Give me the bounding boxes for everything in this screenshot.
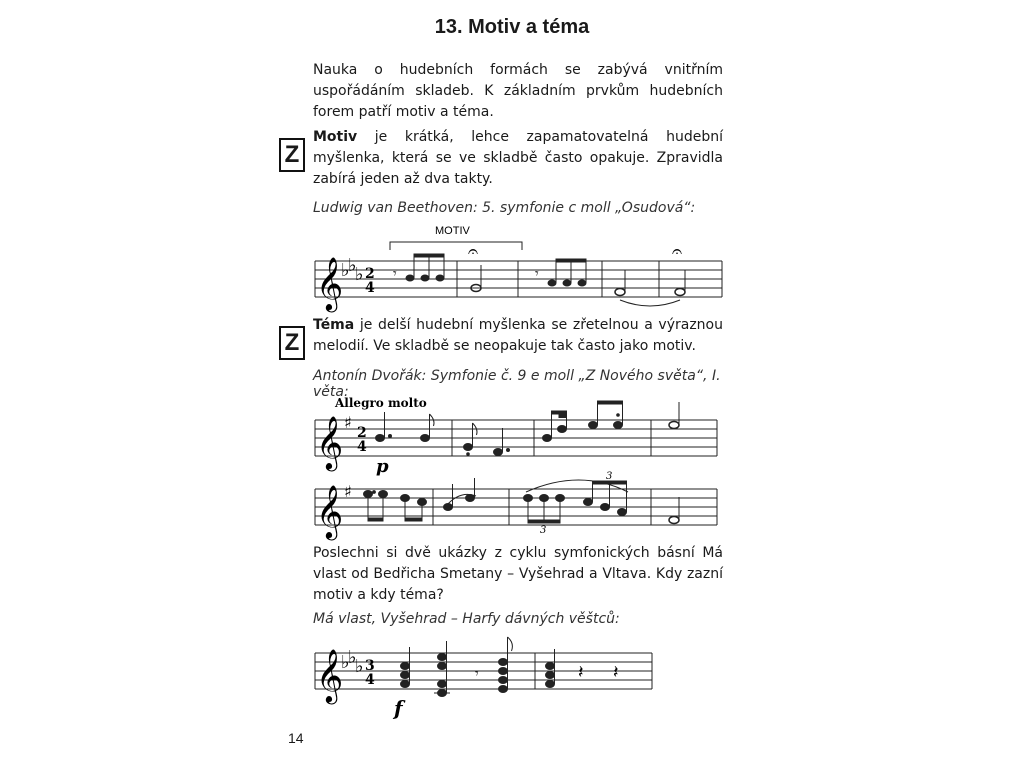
eighth-notes-group: [548, 259, 586, 286]
listen-paragraph: Poslechni si dvě ukázky z cyklu symfonických básní Má vlast od Bedřicha Smetany – Vyšehrad a Vltava. Kdy zazní motiv a kdy téma?: [313, 545, 723, 603]
flat-icon: ♭: [355, 264, 364, 285]
beethoven-staff: [310, 220, 730, 310]
flat-icon: ♭: [348, 255, 357, 276]
dynamic-forte: f: [394, 696, 403, 720]
smetana-caption: Má vlast, Vyšehrad – Harfy dávných věštců:: [313, 611, 620, 627]
time-signature-bottom: 4: [365, 672, 375, 688]
treble-clef-icon: 𝄞: [316, 648, 344, 702]
motiv-term: Motiv: [313, 129, 358, 145]
half-note-fermata: [675, 289, 685, 296]
page-title: 13. Motiv a téma: [434, 16, 590, 38]
fermata-icon: 𝄐: [672, 241, 683, 262]
tempo-marking: Allegro molto: [335, 396, 427, 410]
triplet-mark-bottom: 3: [540, 525, 547, 536]
intro-paragraph: Nauka o hudebních formách se zabývá vnitřním uspořádáním skladeb. K základním prvkům hudebních forem patří motiv a téma.: [313, 62, 723, 120]
quarter-rest-icon: 𝄽: [578, 662, 584, 683]
tema-term: Téma: [313, 317, 355, 333]
page-number: 14: [288, 730, 304, 746]
half-note: [669, 422, 679, 429]
half-note: [669, 517, 679, 524]
smetana-staff: [310, 633, 670, 723]
tie-arc: [620, 300, 680, 306]
dvorak-caption: Antonín Dvořák: Symfonie č. 9 e moll „Z Nového světa“, I. věta:: [313, 368, 721, 400]
time-signature-top: 2: [365, 266, 375, 282]
time-signature-top: 3: [365, 658, 375, 674]
fermata-icon: 𝄐: [468, 241, 479, 262]
z-marker-box: Z: [279, 138, 305, 172]
tema-definition: [313, 315, 723, 357]
sharp-icon: ♯: [344, 413, 352, 432]
treble-clef-icon: 𝄞: [316, 484, 344, 538]
dynamic-piano: p: [376, 456, 389, 477]
treble-clef-icon: 𝄞: [316, 415, 344, 469]
flat-icon: ♭: [341, 260, 350, 281]
tema-text: je delší hudební myšlenka se zřetelnou a výraznou melodií. Ve skladbě se neopakuje tak často jako motiv.: [313, 317, 723, 354]
time-signature-bottom: 4: [365, 280, 375, 296]
triplet-mark-top: 3: [606, 471, 613, 482]
flat-icon: ♭: [341, 652, 350, 673]
motiv-definition: [313, 127, 723, 190]
dvorak-staff-2: [310, 470, 730, 540]
treble-clef-icon: 𝄞: [316, 256, 344, 310]
time-signature-bottom: 4: [357, 439, 367, 455]
eighth-rest-icon: 𝄾: [393, 266, 397, 282]
motiv-bracket: [390, 242, 522, 250]
flat-icon: ♭: [348, 647, 357, 668]
time-signature-top: 2: [357, 425, 367, 441]
z-marker-box: Z: [279, 326, 305, 360]
sharp-icon: ♯: [344, 482, 352, 501]
eighth-rest-icon: 𝄾: [535, 266, 539, 282]
motiv-label: MOTIV: [435, 225, 470, 237]
eighth-notes-group: [406, 254, 444, 281]
quarter-rest-icon: 𝄽: [613, 662, 619, 683]
half-note: [615, 289, 625, 296]
eighth-rest-icon: 𝄾: [475, 666, 479, 682]
beethoven-caption: Ludwig van Beethoven: 5. symfonie c moll „Osudová“:: [313, 200, 696, 216]
flat-icon: ♭: [355, 656, 364, 677]
dvorak-staff-1: [310, 390, 730, 477]
motiv-text: je krátká, lehce zapamatovatelná hudební myšlenka, která se ve skladbě často opakuje. Zpravidla zabírá jeden až dva takty.: [313, 129, 723, 187]
